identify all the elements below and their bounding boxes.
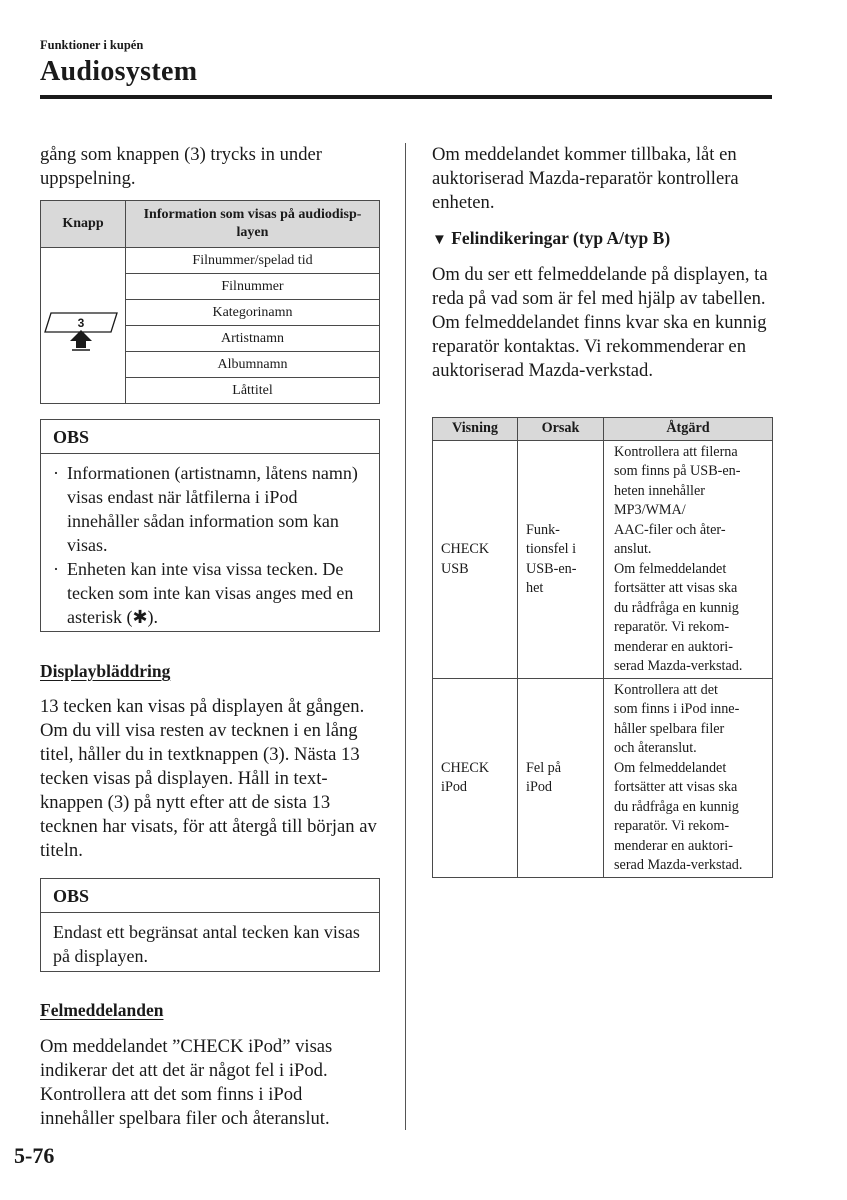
page-number: 5-76 [14, 1143, 55, 1168]
table-header-row [41, 201, 380, 248]
column-divider [405, 143, 406, 1130]
obs-box-1 [40, 419, 380, 632]
button-info-table [40, 200, 380, 404]
table-row [433, 679, 773, 878]
fault-action: Kontrollera att det som finns i iPod inne- håller spelbara filer och återanslut. Om felmeddelandet fortsätter att visas ska du rådfråga en kunnig reparatör. Vi rekom- menderar en auktori- serad Mazda-verkstad. [604, 679, 773, 878]
table-header-knapp: Knapp [41, 201, 126, 248]
bullet-dot: · [53, 463, 59, 483]
table-cell: Filnummer/spelad tid [126, 248, 380, 274]
section-label: Funktioner i kupén [40, 38, 144, 52]
errors-heading: Felmeddelanden [40, 1000, 164, 1020]
table-header-row [433, 418, 773, 441]
fault-text: Om du ser ett felmeddelande på displayen, ta reda på vad som är fel med hjälp av tabellen. Om felmeddelandet finns kvar ska en kunnig reparatör kontaktas. Vi rekommenderar en auktoriserad Mazda-verkstad. [432, 264, 768, 381]
obs-heading: OBS [41, 420, 379, 454]
scroll-text: 13 tecken kan visas på displayen åt gången. Om du vill visa resten av tecknen i en lång titel, håller du in textknappen (3). Nästa 13 tecken visas på displayen. Håll in text-knappen (3) på nytt efter att de sista 13 tecknen har visats, för att återgå till början av titeln. [40, 696, 377, 861]
button-3-label: 3 [77, 316, 85, 330]
table-cell: Albumnamn [126, 352, 380, 378]
button-3-icon [41, 248, 125, 398]
return-text: Om meddelandet kommer tillbaka, låt en auktoriserad Mazda-reparatör kontrollera enheten. [432, 144, 739, 213]
fault-action: Kontrollera att filerna som finns på USB-en- heten innehåller MP3/WMA/ AAC-filer och åter- anslut. Om felmeddelandet fortsätter att visas ska du rådfråga en kunnig reparatör. Vi rekom- menderar en auktori- serad Mazda-verkstad. [604, 441, 773, 679]
fault-heading-wrap [432, 228, 670, 249]
fault-cause: Funk- tionsfel i USB-en- het [518, 441, 604, 679]
obs-bullet [53, 557, 367, 629]
errors-text: Om meddelandet ”CHECK iPod” visas indikerar det att det är något fel i iPod. Kontrollera att det som finns i iPod innehåller spelbara filer och återanslut. [40, 1036, 333, 1129]
obs-heading: OBS [41, 879, 379, 913]
bullet-dot: · [53, 559, 59, 579]
page-title: Audiosystem [40, 56, 198, 87]
fault-display: CHECK iPod [433, 679, 518, 878]
table-header-orsak: Orsak [518, 418, 604, 441]
scroll-heading: Displaybläddring [40, 661, 171, 681]
table-cell: Filnummer [126, 274, 380, 300]
fault-cause: Fel på iPod [518, 679, 604, 878]
table-cell: Artistnamn [126, 326, 380, 352]
obs-body [41, 454, 379, 635]
table-header-atgard: Åtgärd [604, 418, 773, 441]
title-rule [40, 95, 772, 99]
table-header-visning: Visning [433, 418, 518, 441]
triangle-down-icon: ▼ [432, 232, 447, 248]
obs-bullet-text: Informationen (artistnamn, låtens namn) visas endast när låtfilerna i iPod innehåller sådan information som kan visas. [67, 463, 358, 555]
table-row [41, 248, 380, 274]
table-row [433, 441, 773, 679]
intro-text: gång som knappen (3) trycks in under uppspelning. [40, 144, 322, 189]
button-cell [41, 248, 126, 404]
obs-body: Endast ett begränsat antal tecken kan visas på displayen. [53, 922, 360, 966]
fault-heading: Felindikeringar (typ A/typ B) [451, 228, 671, 248]
table-header-info: Information som visas på audiodisp- layen [126, 201, 380, 248]
obs-box-2 [40, 878, 380, 972]
fault-display: CHECK USB [433, 441, 518, 679]
fault-table [432, 417, 773, 878]
table-cell: Låttitel [126, 378, 380, 404]
obs-bullet-text: Enheten kan inte visa vissa tecken. De tecken som inte kan visas anges med en asterisk (✱). [67, 559, 354, 627]
table-cell: Kategorinamn [126, 300, 380, 326]
obs-bullet [53, 461, 367, 557]
